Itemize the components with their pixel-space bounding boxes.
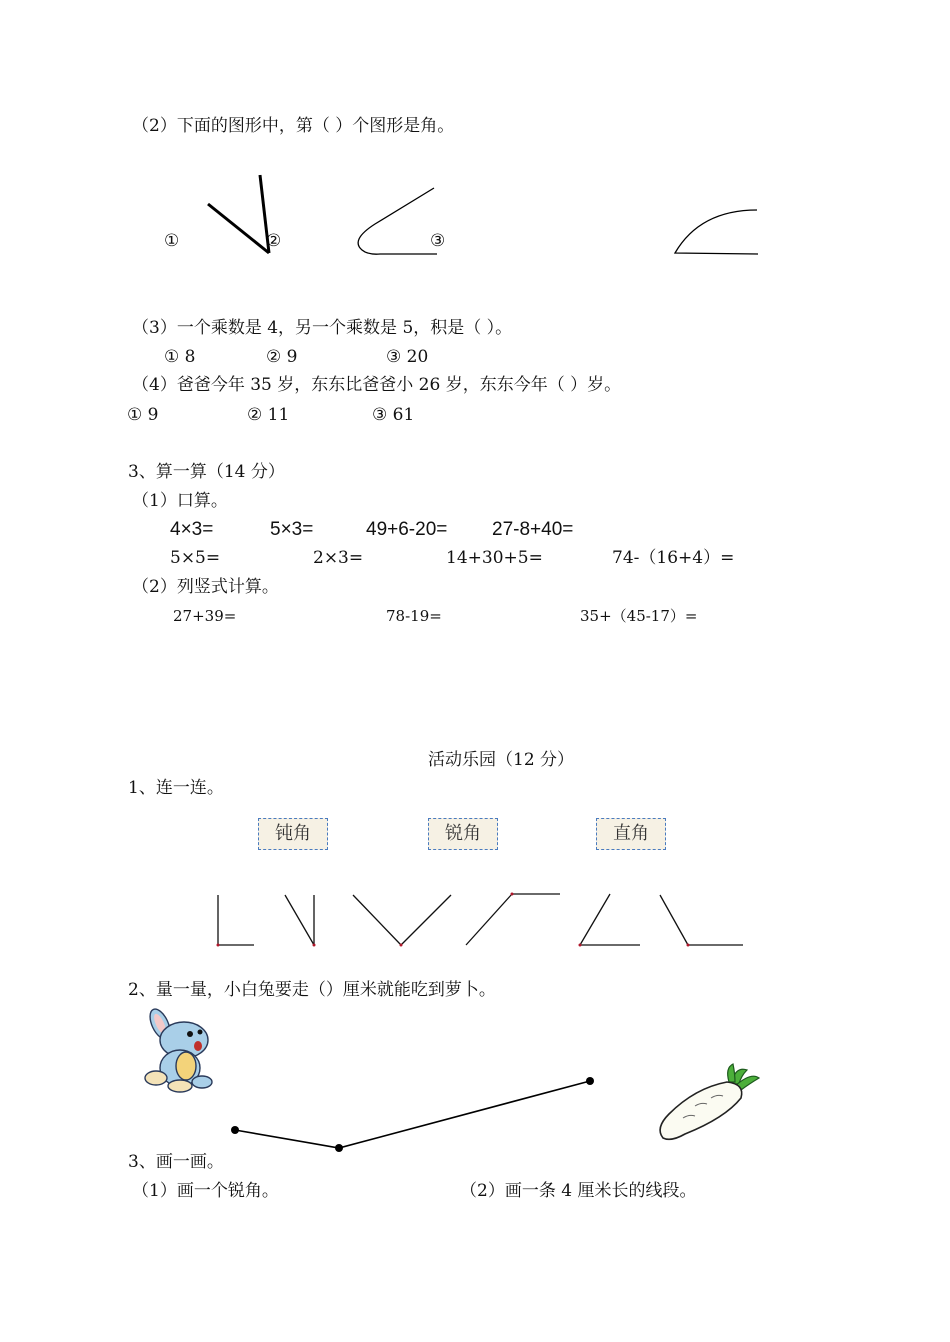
figure-1-angle <box>208 175 269 253</box>
angle-figure-acute <box>285 895 314 945</box>
draw-acute-angle: （1）画一个锐角。 <box>132 1181 279 1201</box>
path-point <box>335 1144 343 1152</box>
q2-4-option-1: ① 9 <box>127 405 159 425</box>
oral-item: 74-（16+4）= <box>612 548 735 568</box>
vertex-dots <box>217 893 690 947</box>
activity-q2-title: 2、量一量，小白兔要走（）厘米就能吃到萝卜。 <box>128 980 496 1000</box>
angle-figure-acute-2 <box>580 894 640 945</box>
angle-figure-right <box>218 895 254 945</box>
section3-title: 3、算一算（14 分） <box>128 462 285 482</box>
q2-4-prompt: （4）爸爸今年 35 岁，东东比爸爸小 26 岁，东东今年（ ）岁。 <box>132 375 622 395</box>
oral-item: 4×3= <box>170 519 214 540</box>
q2-4-option-3: ③ 61 <box>372 405 415 425</box>
figure-label-2: ② <box>266 231 282 251</box>
label-right[interactable]: 直角 <box>596 818 666 850</box>
rabbit-icon <box>140 1006 220 1096</box>
figure-2-curve <box>358 188 437 254</box>
oral-item: 49+6-20= <box>366 519 448 540</box>
label-obtuse[interactable]: 钝角 <box>258 818 328 850</box>
q2-3-option-1: ① 8 <box>164 347 196 367</box>
oral-item: 14+30+5= <box>446 548 543 568</box>
activity-q3-title: 3、画一画。 <box>128 1152 224 1172</box>
q2-2-prompt: （2）下面的图形中，第（ ）个图形是角。 <box>132 116 455 136</box>
q2-3-prompt: （3）一个乘数是 4，另一个乘数是 5，积是（ ）。 <box>132 318 513 338</box>
path-point <box>586 1077 594 1085</box>
vertical-item: 35+（45-17）= <box>580 607 698 625</box>
q2-3-option-2: ② 9 <box>266 347 298 367</box>
oral-item: 5×3= <box>270 519 314 540</box>
activity-q1-title: 1、连一连。 <box>128 778 224 798</box>
q2-4-option-2: ② 11 <box>247 405 290 425</box>
draw-segment: （2）画一条 4 厘米长的线段。 <box>460 1181 697 1201</box>
angle-figure-right-tilted <box>353 895 451 945</box>
oral-item: 5×5= <box>170 548 221 568</box>
path-point <box>231 1126 239 1134</box>
activity-title: 活动乐园（12 分） <box>428 750 575 770</box>
angle-figure-obtuse <box>466 894 560 945</box>
oral-item: 27-8+40= <box>492 519 574 540</box>
figure-3-curve <box>675 210 758 254</box>
radish-icon <box>655 1062 765 1142</box>
oral-item: 2×3= <box>313 548 364 568</box>
q2-3-option-3: ③ 20 <box>386 347 429 367</box>
vertical-title: （2）列竖式计算。 <box>132 577 279 597</box>
oral-title: （1）口算。 <box>132 491 228 511</box>
vertical-item: 78-19= <box>386 607 442 625</box>
figures-angles <box>0 0 950 300</box>
label-acute[interactable]: 锐角 <box>428 818 498 850</box>
figure-label-1: ① <box>164 231 180 251</box>
vertical-item: 27+39= <box>173 607 237 625</box>
angle-figure-obtuse-2 <box>660 895 743 945</box>
figure-label-3: ③ <box>430 231 446 251</box>
